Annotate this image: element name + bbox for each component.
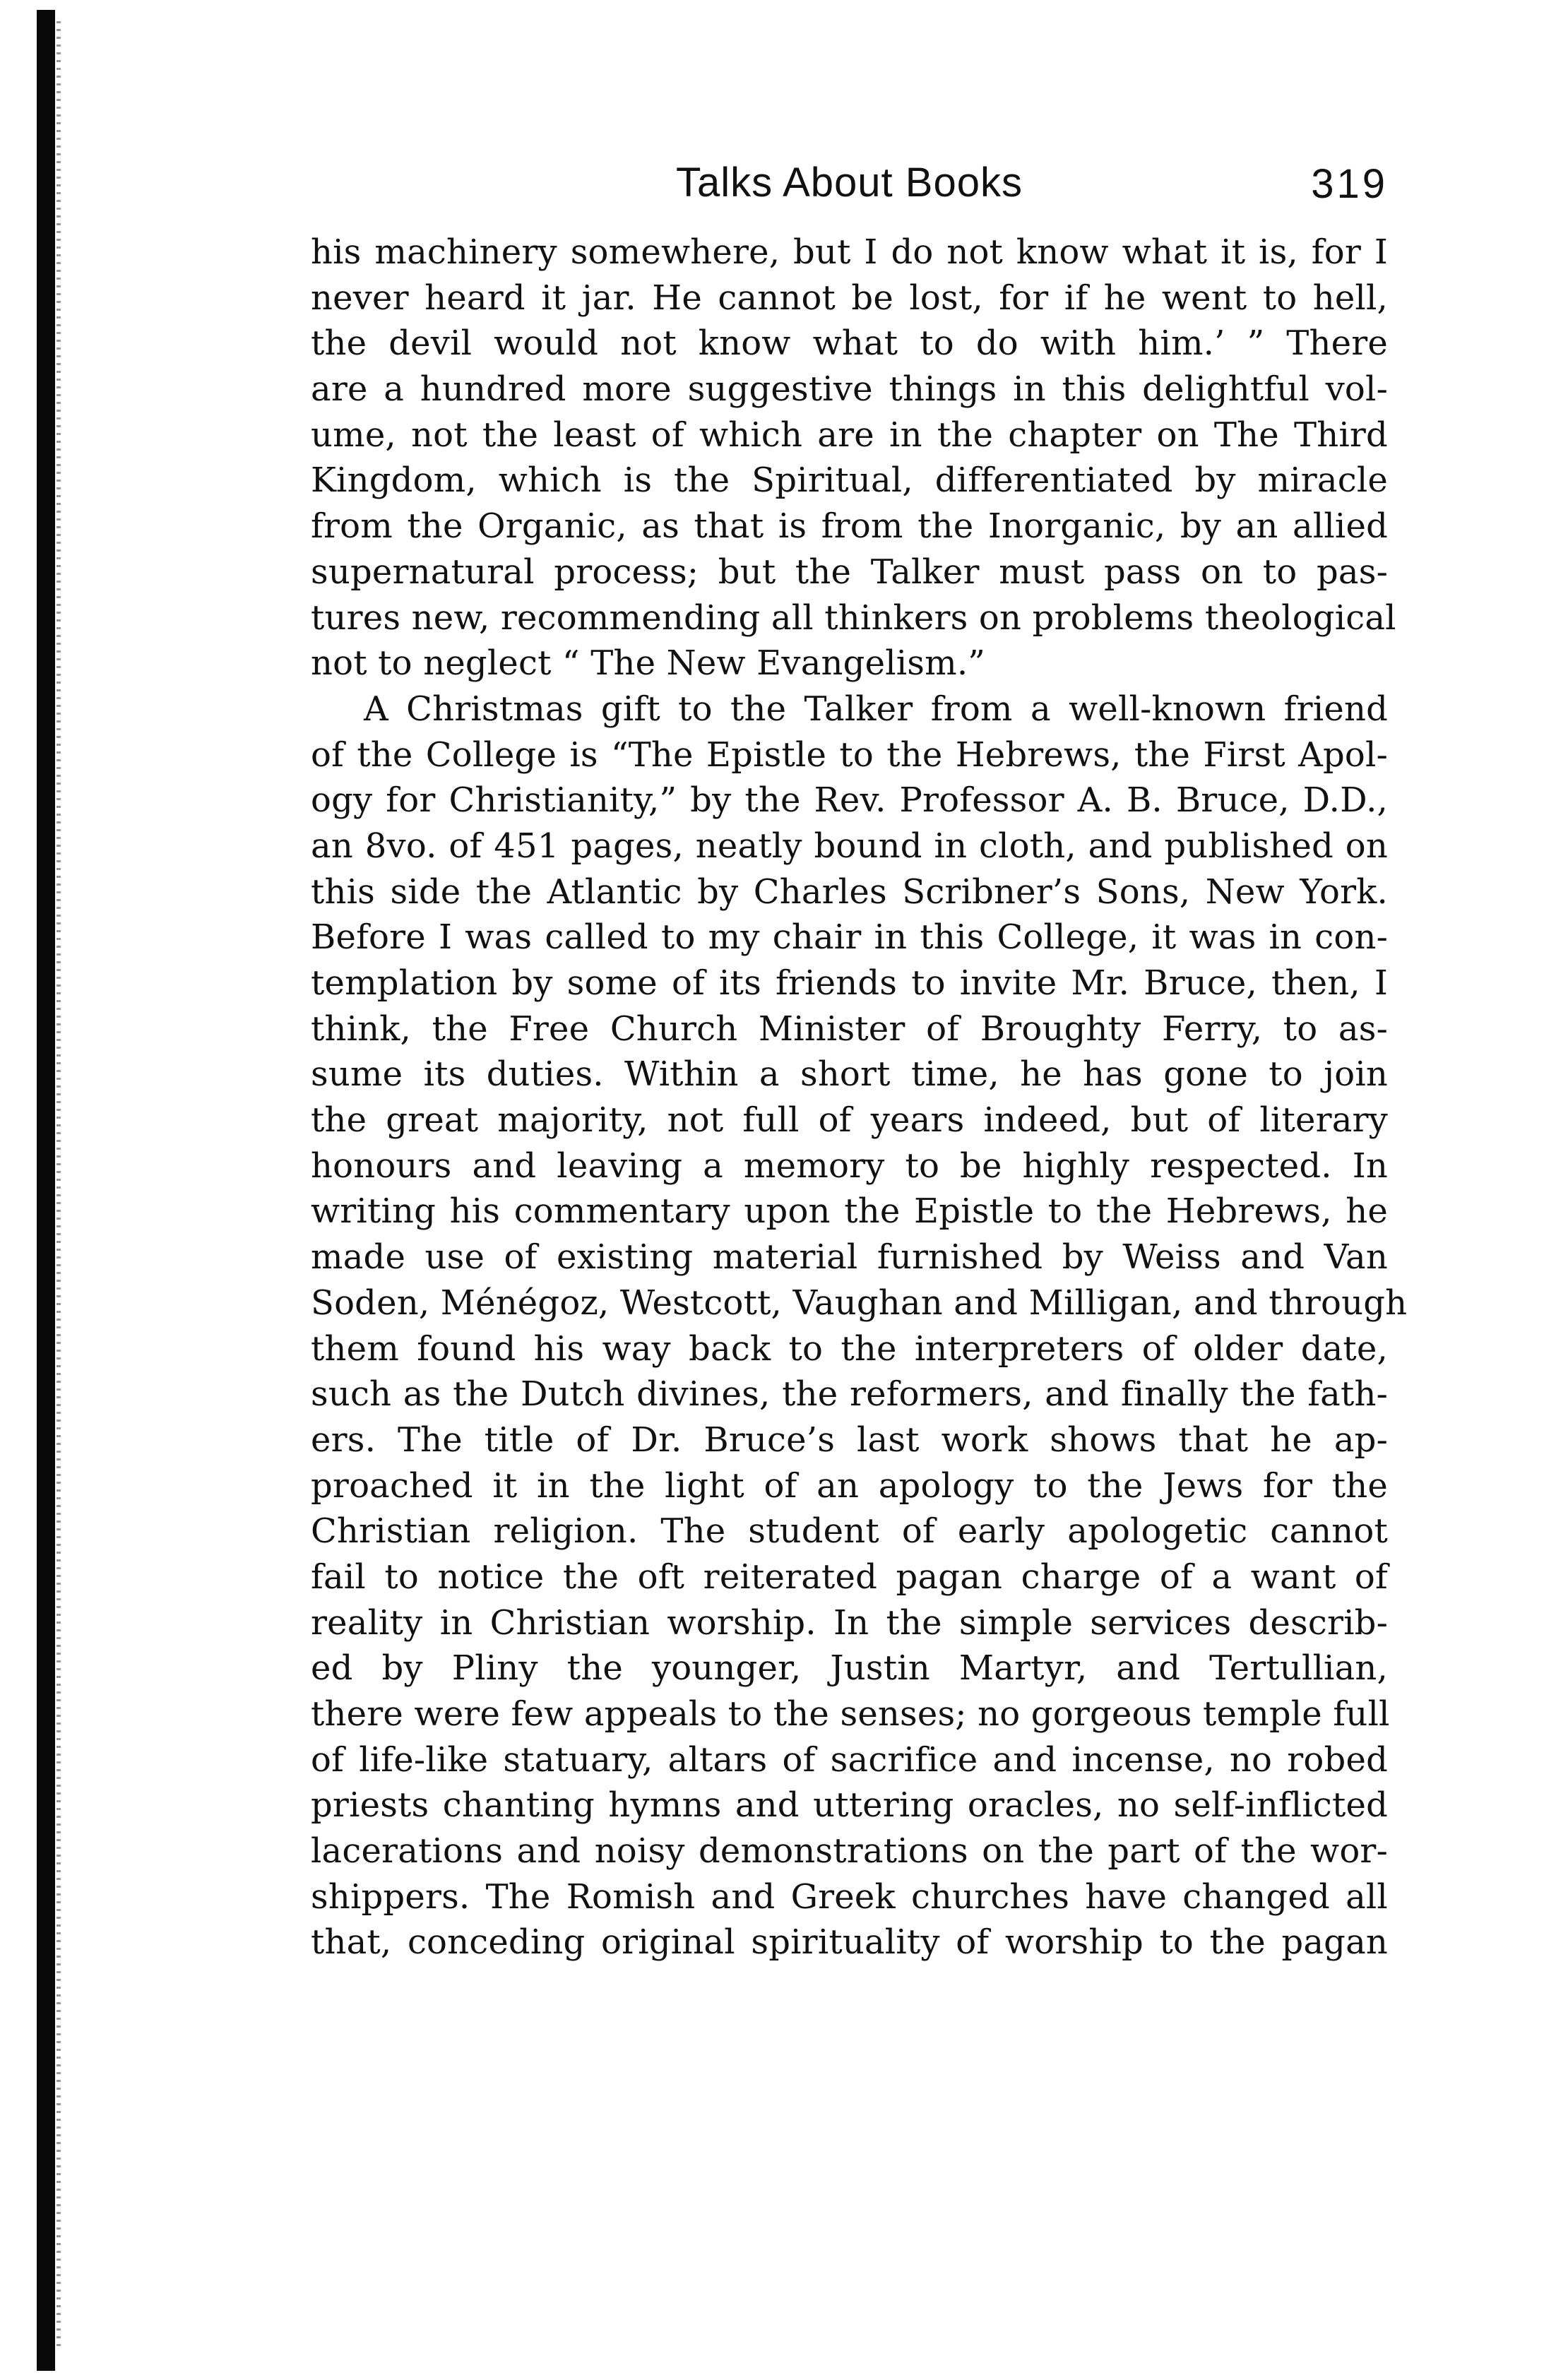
text-line: ed by Pliny the younger, Justin Martyr, and Tertullian, — [311, 1648, 1388, 1689]
binding-shadow — [57, 21, 61, 2352]
text-line: shippers. The Romish and Greek churches have changed all — [311, 1876, 1388, 1917]
text-line: Kingdom, which is the Spiritual, differentiated by miracle — [311, 460, 1388, 501]
text-line: tures new, recommending all thinkers on problems theological — [311, 597, 1396, 638]
page-number: 319 — [1311, 161, 1388, 207]
text-line: writing his commentary upon the Epistle to the Hebrews, he — [311, 1191, 1388, 1232]
text-line: Christian religion. The student of early apologetic cannot — [311, 1511, 1388, 1552]
running-title: Talks About Books — [676, 160, 1023, 206]
text-line: the devil would not know what to do with him.’ ” There — [311, 323, 1388, 364]
text-line: this side the Atlantic by Charles Scribner’s Sons, New York. — [311, 871, 1388, 912]
body-text — [311, 230, 1408, 1965]
running-head — [311, 159, 1388, 230]
text-line: the great majority, not full of years indeed, but of literary — [311, 1100, 1388, 1141]
text-line: fail to notice the oft reiterated pagan charge of a want of — [311, 1557, 1388, 1597]
text-line: an 8vo. of 451 pages, neatly bound in cloth, and published on — [311, 826, 1388, 866]
text-line: lacerations and noisy demonstrations on the part of the wor- — [311, 1831, 1388, 1872]
text-line: supernatural process; but the Talker must pass on to pas- — [311, 552, 1388, 592]
text-line: proached it in the light of an apology to the Jews for the — [311, 1465, 1388, 1506]
text-line: are a hundred more suggestive things in this delightful vol- — [311, 369, 1388, 410]
text-line: of life-like statuary, altars of sacrifice and incense, no robed — [311, 1739, 1388, 1780]
text-line: Before I was called to my chair in this College, it was in con- — [311, 917, 1388, 958]
text-line: of the College is “The Epistle to the Hebrews, the First Apol- — [311, 734, 1388, 775]
text-line: reality in Christian worship. In the simple services describ- — [311, 1602, 1388, 1643]
text-line: from the Organic, as that is from the Inorganic, by an allied — [311, 506, 1388, 547]
binding-edge — [37, 10, 55, 2371]
text-line: templation by some of its friends to invite Mr. Bruce, then, I — [311, 963, 1388, 1003]
text-line: them found his way back to the interpreters of older date, — [311, 1328, 1388, 1369]
text-line: that, conceding original spirituality of worship to the pagan — [311, 1922, 1388, 1963]
paragraph-end-line: not to neglect “ The New Evangelism.” — [311, 643, 986, 684]
text-line: think, the Free Church Minister of Broughty Ferry, to as- — [311, 1008, 1388, 1049]
text-line: ers. The title of Dr. Bruce’s last work shows that he ap- — [311, 1420, 1388, 1460]
text-line: ogy for Christianity,” by the Rev. Professor A. B. Bruce, D.D., — [311, 780, 1388, 821]
paragraph-start-line: A Christmas gift to the Talker from a well-known friend — [364, 689, 1388, 729]
text-line: sume its duties. Within a short time, he has gone to join — [311, 1054, 1388, 1095]
text-line: his machinery somewhere, but I do not know what it is, for I — [311, 232, 1388, 272]
text-line: there were few appeals to the senses; no gorgeous temple full — [311, 1694, 1390, 1734]
text-line: made use of existing material furnished by Weiss and Van — [311, 1237, 1388, 1278]
text-line: ume, not the least of which are in the chapter on The Third — [311, 415, 1388, 455]
text-line: such as the Dutch divines, the reformers, and finally the fath- — [311, 1374, 1388, 1415]
text-line: never heard it jar. He cannot be lost, for if he went to hell, — [311, 278, 1388, 318]
text-line: priests chanting hymns and uttering oracles, no self-inflicted — [311, 1785, 1388, 1826]
book-page — [311, 159, 1408, 1965]
text-line: honours and leaving a memory to be highly respected. In — [311, 1146, 1388, 1186]
text-line: Soden, Ménégoz, Westcott, Vaughan and Milligan, and through — [311, 1283, 1408, 1323]
